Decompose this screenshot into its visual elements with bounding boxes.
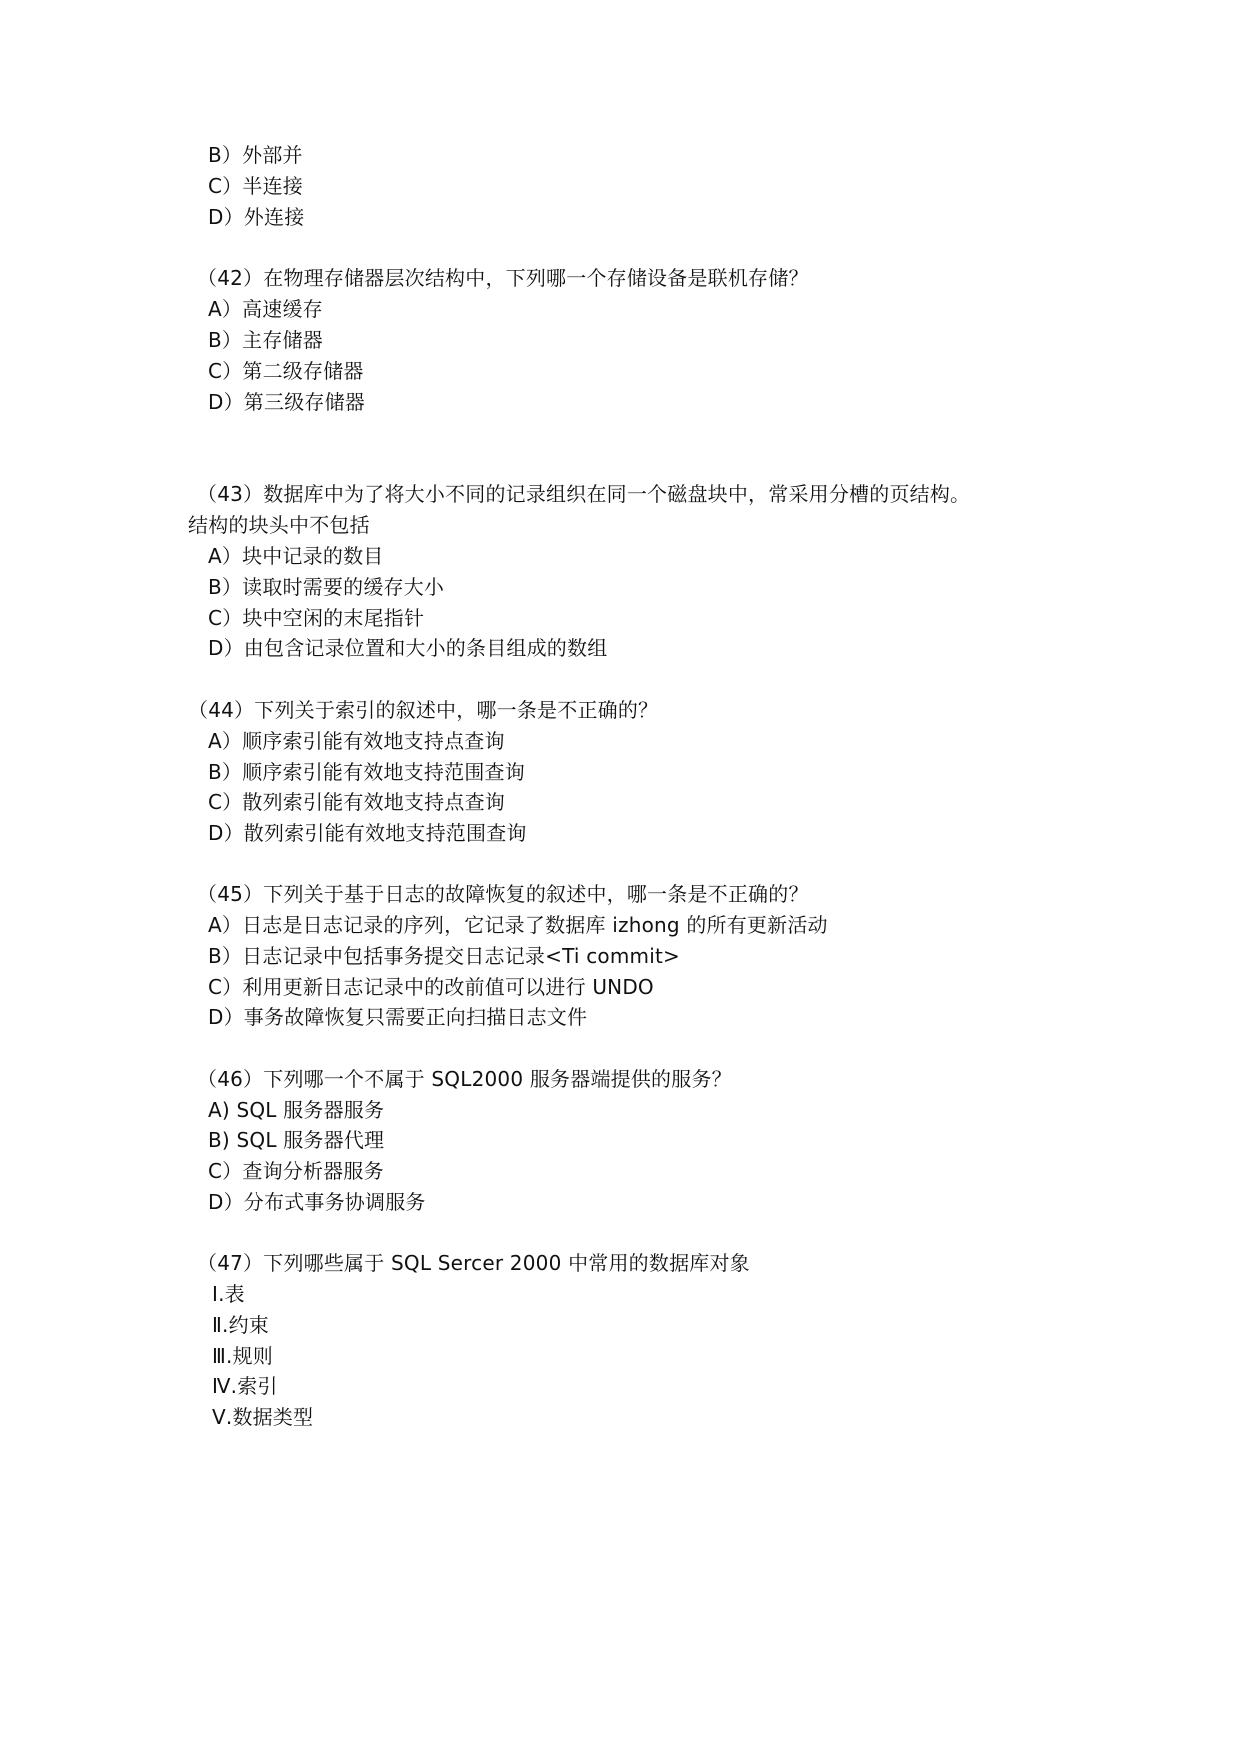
answer-option: A）顺序索引能有效地支持点查询 bbox=[208, 729, 505, 753]
answer-option: D）第三级存储器 bbox=[208, 390, 366, 414]
question-stem: （44）下列关于索引的叙述中，哪一条是不正确的？ bbox=[188, 698, 659, 722]
answer-option: D）散列索引能有效地支持范围查询 bbox=[208, 821, 527, 845]
answer-option: C）散列索引能有效地支持点查询 bbox=[208, 790, 505, 814]
answer-option: A）日志是日志记录的序列，它记录了数据库 izhong 的所有更新活动 bbox=[208, 913, 828, 937]
question-stem: （42）在物理存储器层次结构中，下列哪一个存储设备是联机存储？ bbox=[197, 266, 809, 290]
question-stem: （46）下列哪一个不属于 SQL2000 服务器端提供的服务？ bbox=[197, 1067, 732, 1091]
answer-option: A）高速缓存 bbox=[208, 297, 323, 321]
answer-option: B) SQL 服务器代理 bbox=[208, 1128, 385, 1152]
answer-option: C）利用更新日志记录中的改前值可以进行 UNDO bbox=[208, 975, 654, 999]
answer-option: B）读取时需要的缓存大小 bbox=[208, 575, 445, 599]
question-continuation: 结构的块头中不包括 bbox=[188, 513, 370, 537]
question-stem: （43）数据库中为了将大小不同的记录组织在同一个磁盘块中，常采用分槽的页结构。 bbox=[197, 482, 971, 506]
answer-option: D）外连接 bbox=[208, 205, 305, 229]
roman-list-item: Ⅲ.规则 bbox=[212, 1344, 273, 1368]
answer-option: B）主存储器 bbox=[208, 328, 323, 352]
answer-option: C）查询分析器服务 bbox=[208, 1159, 384, 1183]
answer-option: C）块中空闲的末尾指针 bbox=[208, 606, 425, 630]
answer-option: D）由包含记录位置和大小的条目组成的数组 bbox=[208, 636, 608, 660]
question-stem: （45）下列关于基于日志的故障恢复的叙述中，哪一条是不正确的？ bbox=[197, 882, 809, 906]
answer-option: D）分布式事务协调服务 bbox=[208, 1190, 426, 1214]
answer-option: A) SQL 服务器服务 bbox=[208, 1098, 385, 1122]
answer-option: B）顺序索引能有效地支持范围查询 bbox=[208, 760, 525, 784]
roman-list-item: Ⅰ.表 bbox=[212, 1282, 245, 1306]
roman-list-item: Ⅱ.约束 bbox=[212, 1313, 270, 1337]
answer-option: B）日志记录中包括事务提交日志记录<Ti commit> bbox=[208, 944, 680, 968]
roman-list-item: Ⅳ.索引 bbox=[212, 1374, 278, 1398]
answer-option: B）外部并 bbox=[208, 143, 303, 167]
answer-option: D）事务故障恢复只需要正向扫描日志文件 bbox=[208, 1005, 588, 1029]
roman-list-item: Ⅴ.数据类型 bbox=[212, 1405, 314, 1429]
answer-option: C）第二级存储器 bbox=[208, 359, 364, 383]
answer-option: C）半连接 bbox=[208, 174, 303, 198]
question-stem: （47）下列哪些属于 SQL Sercer 2000 中常用的数据库对象 bbox=[197, 1251, 750, 1275]
answer-option: A）块中记录的数目 bbox=[208, 544, 384, 568]
